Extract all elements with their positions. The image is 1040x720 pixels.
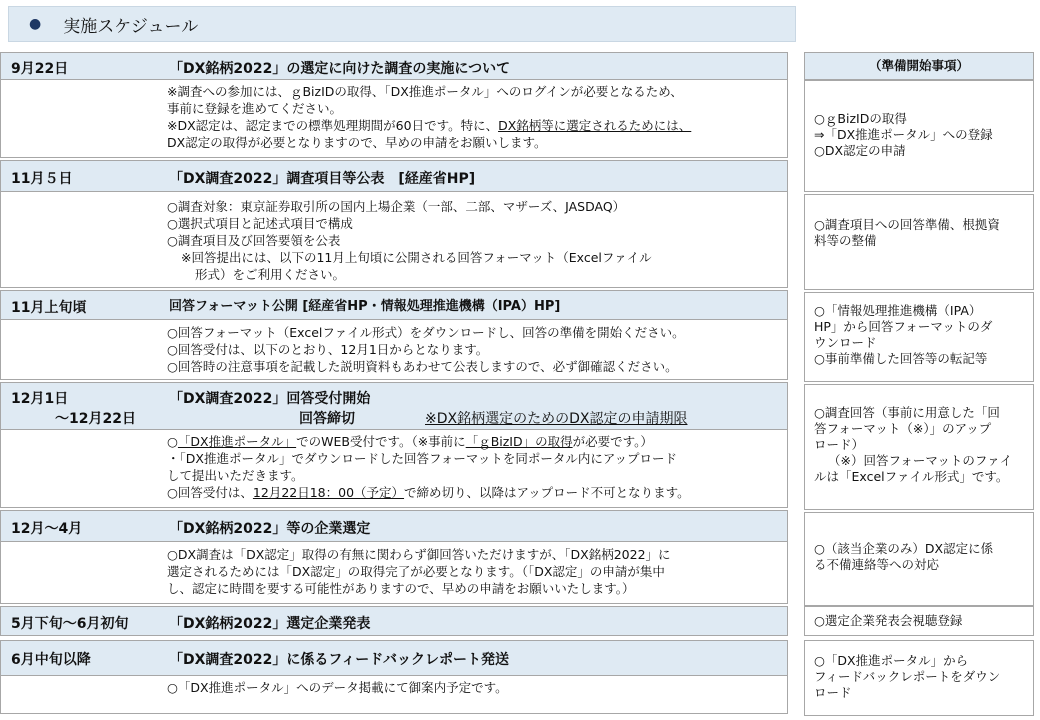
- row-line: ○回答フォーマット（Excelファイル形式）をダウンロードし、回答の準備を開始ください。: [167, 325, 685, 340]
- prep-box: [804, 606, 1034, 636]
- row-date: 9月22日: [11, 61, 69, 77]
- row-line: ○回答受付は、以下のとおり、12月1日からとなります。: [167, 342, 489, 357]
- schedule-row-body: [0, 542, 788, 604]
- row-line: して提出いただきます。: [167, 468, 304, 483]
- row-line: 事前に登録を進めてください。: [167, 101, 343, 116]
- row-date: 11月上旬頃: [11, 300, 87, 316]
- schedule-row-header: [0, 160, 788, 192]
- prep-box: [804, 640, 1034, 716]
- prep-line: （※）回答フォーマットのファイ: [828, 453, 1013, 468]
- prep-line: ○DX認定の申請: [814, 143, 906, 158]
- prep-line: HP」から回答フォーマットのダ: [814, 319, 993, 334]
- row-line: 形式）をご利用ください。: [195, 267, 346, 282]
- prep-line: ○ｇBizIDの取得: [814, 111, 907, 126]
- prep-line: る不備連絡等への対応: [814, 557, 940, 572]
- row-line: ・「DX推進ポータル」でダウンロードした回答フォーマットを同ポータル内にアップロード: [167, 451, 677, 466]
- row-event: 「DX銘柄2022」選定企業発表: [169, 616, 371, 632]
- row-event-deadline: 回答締切: [299, 411, 355, 427]
- prep-line: ○選定企業発表会視聴登録: [814, 613, 963, 628]
- prep-box: [804, 384, 1034, 510]
- schedule-row-body: [0, 80, 788, 158]
- prep-line: ウンロード: [814, 335, 877, 350]
- row-line: ○選択式項目と記述式項目で構成: [167, 216, 353, 231]
- row-line: ○回答受付は、12月22日18：00（予定）で締め切り、以降はアップロード不可となります。: [167, 485, 690, 500]
- prep-line: ⇒「DX推進ポータル」への登録: [814, 127, 993, 142]
- prep-box: [804, 292, 1034, 382]
- prep-line: フィードバックレポートをダウン: [814, 669, 1001, 684]
- schedule-row-header: [0, 382, 788, 430]
- row-line: ※調査への参加には、ｇBizIDの取得、「DX推進ポータル」へのログインが必要となるため、: [167, 84, 683, 99]
- row-line: 選定されるためには「DX認定」の取得完了が必要となります。（「DX認定」の申請が集中: [167, 564, 665, 579]
- schedule-row-body: [0, 676, 788, 714]
- prep-line: 答フォーマット（※）」のアップ: [814, 421, 992, 436]
- section-title-bar: [8, 6, 796, 42]
- row-event: 「DX調査2022」回答受付開始: [169, 391, 371, 407]
- row-event: 「DX調査2022」に係るフィードバックレポート発送: [169, 652, 509, 668]
- schedule-row-body: [0, 320, 788, 380]
- prep-line: ○「DX推進ポータル」から: [814, 653, 969, 668]
- row-event: 「DX銘柄2022」等の企業選定: [169, 521, 371, 537]
- prep-box: [804, 80, 1034, 192]
- prep-column-header: （準備開始事項）: [804, 52, 1034, 80]
- prep-line: ロード）: [814, 437, 865, 452]
- row-line: ○「DX推進ポータル」でのWEB受付です。（※事前に「ｇBizID」の取得が必要です。）: [167, 434, 653, 449]
- underlined-text: 「DX推進ポータル」: [177, 434, 297, 449]
- row-line: ○調査対象：東京証券取引所の国内上場企業（一部、二部、マザーズ、JASDAQ）: [167, 199, 626, 214]
- prep-line: ロード: [814, 685, 852, 700]
- row-line: ※DX認定は、認定までの標準処理期間が60日です。特に、DX銘柄等に選定されるためには、: [167, 118, 692, 133]
- schedule-row-header: [0, 606, 788, 636]
- underlined-text: DX銘柄等に選定されるためには、: [498, 118, 692, 133]
- prep-line: ○（該当企業のみ）DX認定に係: [814, 541, 994, 556]
- row-line: ○調査項目及び回答要領を公表: [167, 233, 341, 248]
- row-event: 回答フォーマット公開 [経産省HP・情報処理推進機構（IPA）HP]: [169, 299, 561, 314]
- row-line: ○DX調査は「DX認定」取得の有無に関わらず御回答いただけますが、「DX銘柄2022」に: [167, 547, 671, 562]
- prep-line: ○事前準備した回答等の転記等: [814, 351, 988, 366]
- row-line: ※回答提出には、以下の11月上旬頃に公開される回答フォーマット（Excelファイル: [181, 250, 652, 265]
- prep-line: 料等の整備: [814, 233, 877, 248]
- deadline-note: ※DX銘柄選定のためのDX認定の申請期限: [425, 411, 688, 427]
- prep-line: ○調査項目への回答準備、根拠資: [814, 217, 1000, 232]
- row-date-end: ～12月22日: [55, 411, 136, 427]
- row-date: 12月1日: [11, 391, 69, 407]
- schedule-row-body: [0, 192, 788, 288]
- row-line: ○回答時の注意事項を記載した説明資料もあわせて公表しますので、必ず御確認ください。: [167, 359, 678, 374]
- prep-line: ○「情報処理推進機構（IPA）: [814, 303, 982, 318]
- prep-line: ○調査回答（事前に用意した「回: [814, 405, 1000, 420]
- underlined-text: 「ｇBizID」の取得: [465, 434, 573, 449]
- row-date: 11月５日: [11, 171, 73, 187]
- row-date: 12月～4月: [11, 521, 83, 537]
- section-title: 実施スケジュール: [63, 16, 199, 37]
- row-line: し、認定に時間を要する可能性がありますので、早めの申請をお願いいたします。）: [167, 581, 635, 596]
- row-date: 6月中旬以降: [11, 652, 91, 668]
- schedule-row-body: [0, 430, 788, 508]
- row-line: DX認定の取得が必要となりますので、早めの申請をお願いします。: [167, 135, 547, 150]
- bullet-icon: ●: [29, 16, 42, 32]
- row-event: 「DX調査2022」調査項目等公表 [経産省HP]: [169, 171, 476, 187]
- schedule-row-header: [0, 510, 788, 542]
- prep-line: ルは「Excelファイル形式」です。: [814, 469, 1009, 484]
- row-date: 5月下旬～6月初旬: [11, 616, 129, 632]
- prep-box: [804, 194, 1034, 290]
- schedule-row-header: [0, 640, 788, 676]
- schedule-row-header: [0, 290, 788, 320]
- row-line: ○「DX推進ポータル」へのデータ掲載にて御案内予定です。: [167, 680, 508, 695]
- prep-box: [804, 512, 1034, 606]
- row-event: 「DX銘柄2022」の選定に向けた調査の実施について: [169, 61, 511, 77]
- underlined-text: 12月22日18：00（予定）: [252, 485, 405, 500]
- schedule-row-header: [0, 52, 788, 80]
